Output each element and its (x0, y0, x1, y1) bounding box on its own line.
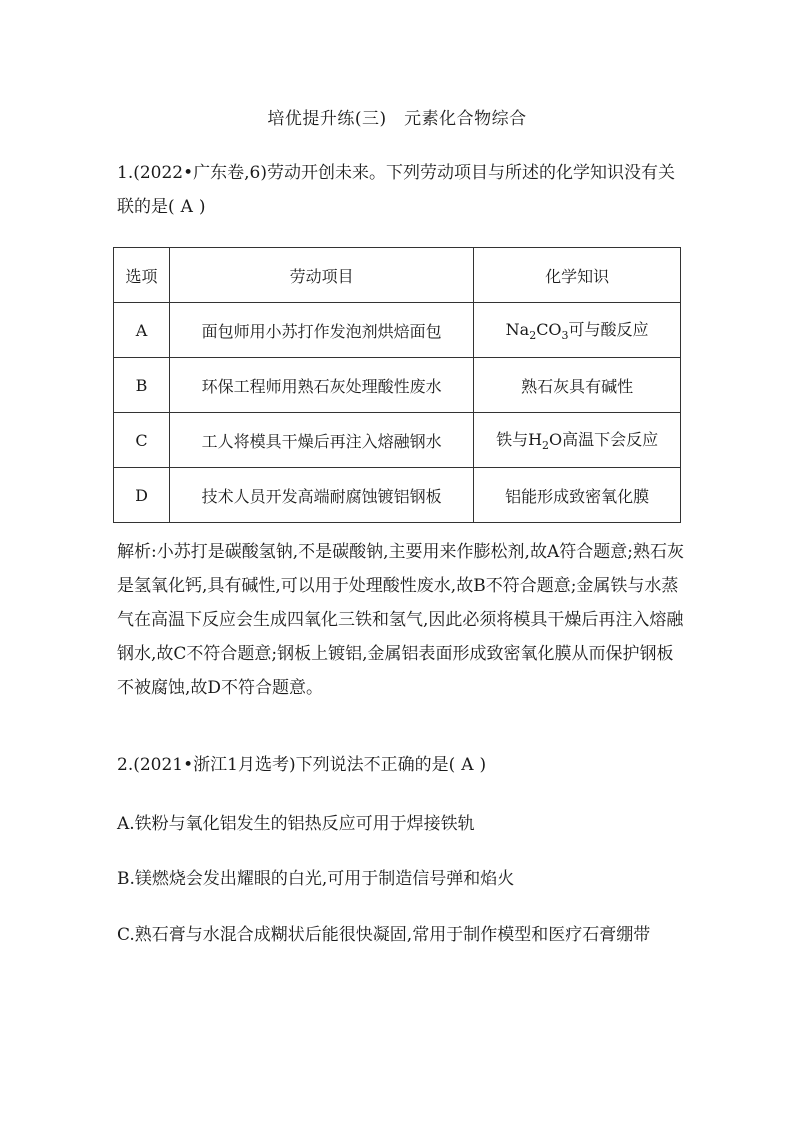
table-row (114, 358, 681, 413)
question-1 (117, 156, 683, 224)
row-chem: 铝能形成致密氧化膜 (474, 468, 681, 523)
question-2-option-c: C.熟石膏与水混合成糊状后能很快凝固,常用于制作模型和医疗石膏绷带 (117, 925, 651, 945)
table-row (114, 468, 681, 523)
question-2-stem: 2.(2021•浙江1月选考)下列说法不正确的是( (117, 755, 456, 775)
chem-text: O高温下会反应 (549, 430, 659, 450)
header-option: 选项 (114, 248, 170, 303)
row-labor: 面包师用小苏打作发泡剂烘焙面包 (170, 303, 474, 358)
row-option: A (114, 303, 170, 358)
row-chem: 熟石灰具有碱性 (474, 358, 681, 413)
row-option: D (114, 468, 170, 523)
row-chem (474, 303, 681, 358)
row-labor: 技术人员开发高端耐腐蚀镀铝钢板 (170, 468, 474, 523)
chem-text: CO (536, 320, 562, 340)
table-header-row (114, 248, 681, 303)
row-chem (474, 413, 681, 468)
page-title: 培优提升练(三) 元素化合物综合 (267, 109, 527, 129)
row-option: C (114, 413, 170, 468)
question-2-option-a: A.铁粉与氧化铝发生的铝热反应可用于焊接铁轨 (117, 814, 475, 834)
table-row (114, 303, 681, 358)
analysis-text: 解析:小苏打是碳酸氢钠,不是碳酸钠,主要用来作膨松剂,故A符合题意;熟石灰是氢氧化钙,具有碱性,可以用于处理酸性废水,故B不符合题意;金属铁与水蒸气在高温下反应会生成四氧化三铁和氢气,因此必须将模具干燥后再注入熔融钢水,故C不符合题意;钢板上镀铝,金属铝表面形成致密氧化膜从而保护钢板不被腐蚀,故D不符合题意。 (117, 542, 684, 698)
question-2 (117, 748, 683, 782)
chem-subscript: 2 (542, 439, 550, 453)
options-table (113, 247, 681, 523)
chem-text: Na (505, 320, 530, 340)
table-row (114, 413, 681, 468)
chem-text: 可与酸反应 (568, 320, 649, 340)
question-1-close: ) (198, 197, 206, 217)
chem-subscript: 2 (529, 329, 537, 343)
header-chem: 化学知识 (474, 248, 681, 303)
row-labor: 工人将模具干燥后再注入熔融钢水 (170, 413, 474, 468)
header-labor: 劳动项目 (170, 248, 474, 303)
row-labor: 环保工程师用熟石灰处理酸性废水 (170, 358, 474, 413)
question-2-close: ) (479, 755, 487, 775)
question-1-stem: 1.(2022•广东卷,6)劳动开创未来。下列劳动项目与所述的化学知识没有关联的是( (117, 163, 675, 217)
question-1-answer: A (180, 197, 193, 217)
chem-subscript: 3 (561, 329, 569, 343)
question-2-option-b: B.镁燃烧会发出耀眼的白光,可用于制造信号弹和焰火 (117, 869, 515, 889)
question-2-answer: A (461, 755, 474, 775)
row-option: B (114, 358, 170, 413)
chem-text: 铁与H (496, 430, 543, 450)
